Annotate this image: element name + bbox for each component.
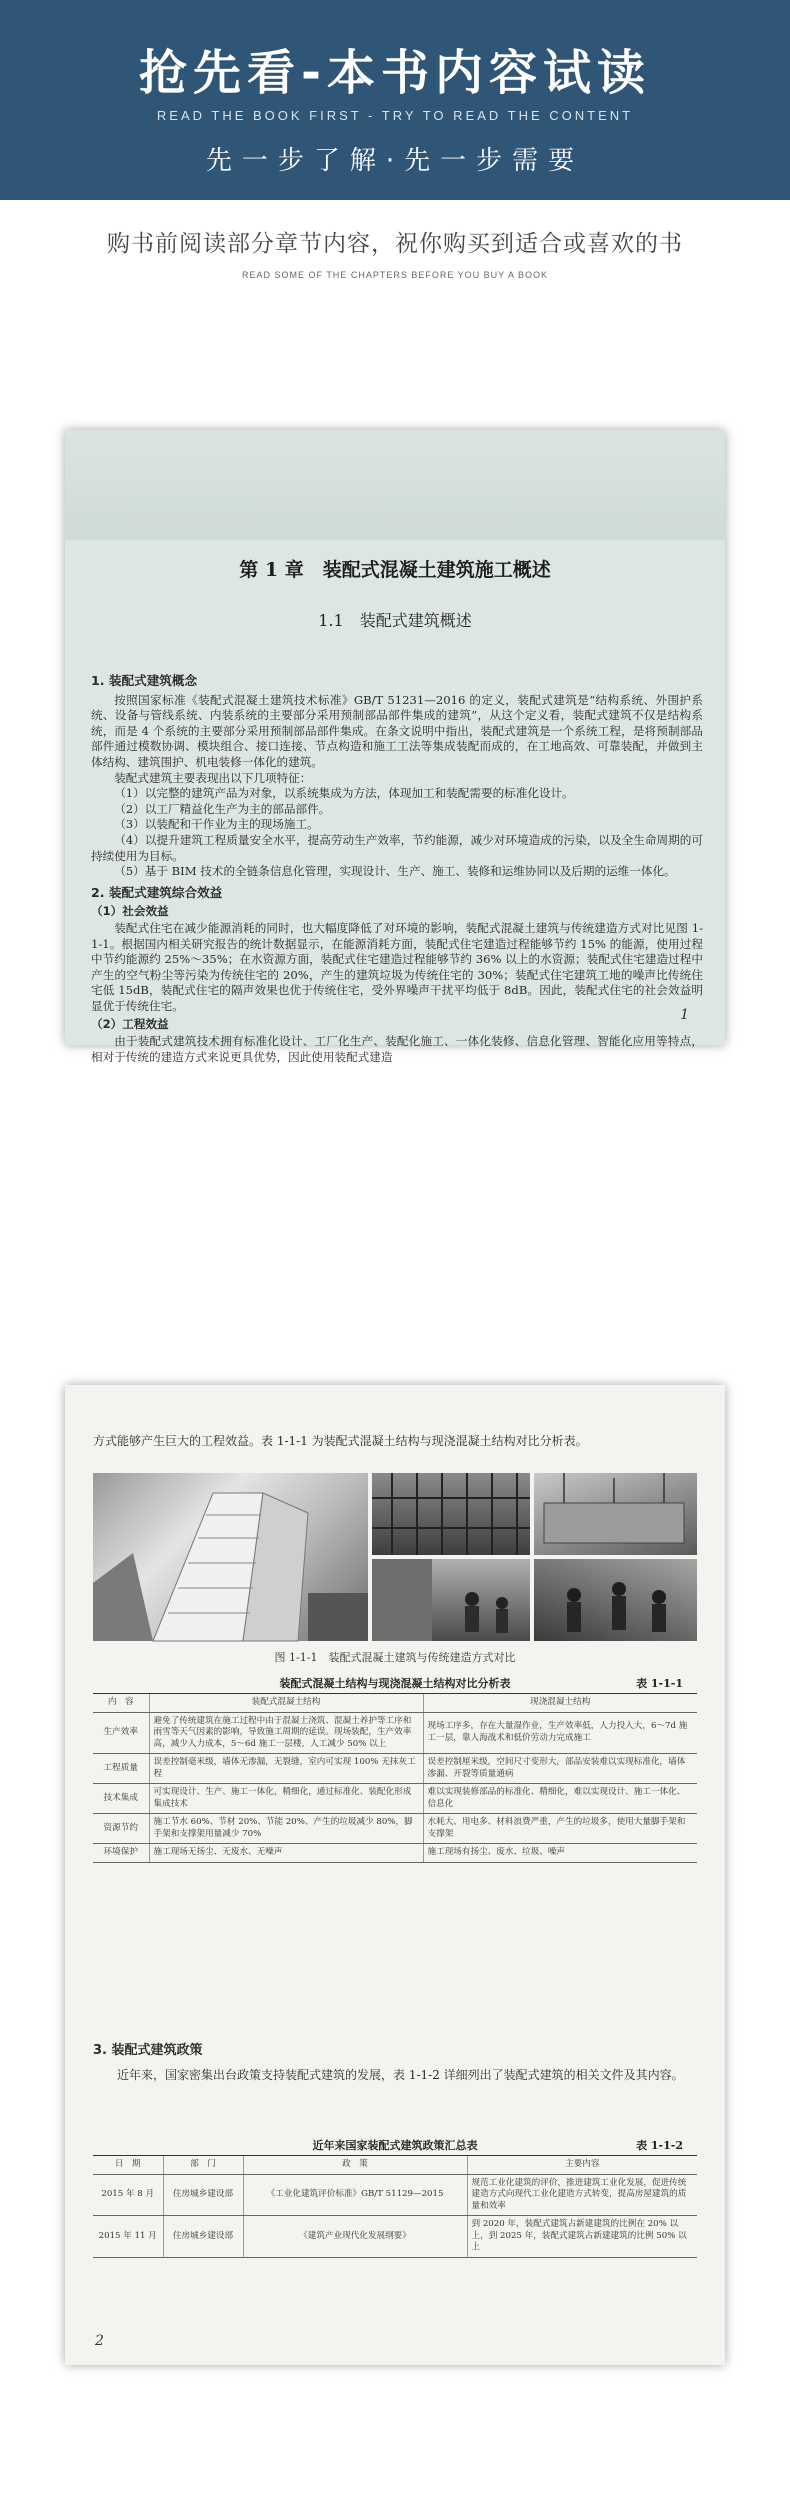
table-cell: 《工业化建筑评价标准》GB/T 51129—2015: [243, 2174, 467, 2216]
rebar-photo-illustration: [372, 1473, 530, 1555]
table-2-title: 近年来国家装配式建筑政策汇总表: [312, 2139, 478, 2152]
table-header-cell: 部 门: [163, 2156, 243, 2175]
table-2-number: 表 1-1-2: [636, 2139, 683, 2152]
table-row: [93, 1712, 697, 1754]
figure-caption: 图 1-1-1 装配式混凝土建筑与传统建造方式对比: [274, 1651, 516, 1664]
table-cell: 2015 年 11 月: [93, 2216, 163, 2258]
table-header-cell: 日 期: [93, 2156, 163, 2175]
heading-benefits: 2. 装配式建筑综合效益: [91, 884, 223, 900]
table-header-cell: 主要内容: [467, 2156, 697, 2175]
paragraph: （5）基于 BIM 技术的全链条信息化管理，实现设计、生产、施工、装修和运维协同以及后期的运维一体化。: [114, 864, 676, 879]
table-cell: 2015 年 8 月: [93, 2174, 163, 2216]
photo-rebar-cage: [372, 1473, 530, 1555]
table-cell: 误差控制厘米级，空间尺寸变形大，部品安装难以实现标准化，墙体渗漏、开裂等质量通病: [423, 1754, 697, 1784]
table-cell: 施工现场无扬尘、无废水、无噪声: [149, 1844, 423, 1863]
table-cell: 误差控制毫米级，墙体无渗漏，无裂缝，室内可实现 100% 无抹灰工程: [149, 1754, 423, 1784]
building-photo-illustration: [93, 1473, 368, 1641]
table-row: [93, 1814, 697, 1844]
table-cell: 避免了传统建筑在施工过程中由于混凝土浇筑、混凝土养护等工序和雨雪等天气因素的影响，导致施工周期的延误。现场装配，生产效率高，减少人力成本，5～6d 施工一层楼，人工减少 50% 以上: [149, 1712, 423, 1754]
paragraph: （1）以完整的建筑产品为对象，以系统集成为方法，体现加工和装配需要的标准化设计。: [114, 786, 574, 801]
table-cell: 到 2020 年，装配式建筑占新建建筑的比例在 20% 以上，到 2025 年，装配式建筑占新建建筑的比例 50% 以上: [467, 2216, 697, 2258]
photo-prefab-building: [93, 1473, 368, 1641]
table-header-cell: 内 容: [93, 1694, 149, 1713]
book-page-2: [65, 1385, 725, 2365]
paragraph: 按照国家标准《装配式混凝土建筑技术标准》GB/T 51231—2016 的定义，装配式建筑是“结构系统、外围护系统、设备与管线系统、内装系统的主要部分采用预制部品部件集成的建筑”，从这个定义看，装配式建筑不仅是结构系统，而是 4 个系统的主要部分采用预制部品部件集成。在条文说明中指出，装配式建筑是一个系统工程，是将预制部品部件通过模数协调、模块组合、接口连接、节点构造和施工工法等集成装配而成的，在工地高效、可靠装配，并做到主体结构、建筑围护、机电装修一体化的建筑。: [91, 692, 703, 769]
banner-slogan: 先一步了解·先一步需要: [205, 146, 585, 176]
table-cell: 难以实现装修部品的标准化、精细化，难以实现设计、施工一体化、信息化: [423, 1784, 697, 1814]
photo-construction-crew: [534, 1559, 697, 1641]
table-header-cell: 现浇混凝土结构: [423, 1694, 697, 1713]
heading-policy: 3. 装配式建筑政策: [93, 2043, 203, 2058]
book-page-1: [65, 430, 725, 1064]
table-cell: 住房城乡建设部: [163, 2174, 243, 2216]
paragraph: （3）以装配和干作业为主的现场施工。: [114, 817, 319, 832]
page-2-policy: [93, 2043, 697, 2083]
banner-title: 抢先看-本书内容试读: [139, 45, 651, 101]
formwork-photo-illustration: [534, 1473, 697, 1555]
table-row: [93, 2174, 697, 2216]
photo-workers-concrete: [372, 1559, 530, 1641]
table-header-row: [93, 1694, 697, 1713]
table-row: [93, 1844, 697, 1863]
page-header-shade: [65, 430, 725, 540]
table-cell: 可实现设计、生产、施工一体化，精细化，通过标准化、装配化形成集成技术: [149, 1784, 423, 1814]
table-cell: 工程质量: [93, 1754, 149, 1784]
crew-photo-illustration: [534, 1559, 697, 1641]
intro-text: 购书前阅读部分章节内容，祝你购买到适合或喜欢的书: [107, 231, 683, 257]
subheading-engineering: （2）工程效益: [91, 1017, 169, 1032]
paragraph: （2）以工厂精益化生产为主的部品部件。: [114, 801, 331, 816]
table-cell: 规范工业化建筑的评价，推进建筑工业化发展，促进传统建造方式向现代工业化建造方式转变，提高房屋建筑的质量和效率: [467, 2174, 697, 2216]
table-cell: 水耗大、用电多、材料浪费严重，产生的垃圾多，使用大量脚手架和支撑架: [423, 1814, 697, 1844]
table-cell: 现场工序多，存在大量湿作业，生产效率低，人力投入大，6～7d 施工一层，靠人海战术和低价劳动力完成施工: [423, 1712, 697, 1754]
page-1-body: [91, 668, 703, 1065]
page-number: 2: [95, 2333, 104, 2349]
paragraph: 近年来，国家密集出台政策支持装配式建筑的发展，表 1-1-2 详细列出了装配式建筑的相关文件及其内容。: [117, 2068, 684, 2082]
table-1-title: 装配式混凝土结构与现浇混凝土结构对比分析表: [279, 1677, 511, 1690]
table-1-number: 表 1-1-1: [636, 1677, 683, 1690]
table-header-cell: 政 策: [243, 2156, 467, 2175]
paragraph: 装配式建筑主要表现出以下几项特征：: [114, 770, 312, 785]
table-row: [93, 1784, 697, 1814]
page-2-intro: [93, 1433, 697, 1449]
table-cell: 技术集成: [93, 1784, 149, 1814]
table-cell: 环境保护: [93, 1844, 149, 1863]
table-header-row: [93, 2156, 697, 2175]
paragraph: （4）以提升建筑工程质量安全水平，提高劳动生产效率，节约能源，减少对环境造成的污染，以及全生命周期的可持续使用为目标。: [91, 832, 703, 863]
photo-formwork-site: [534, 1473, 697, 1555]
heading-concept: 1. 装配式建筑概念: [91, 673, 198, 688]
table-cell: 施工现场有扬尘、废水、垃圾、噪声: [423, 1844, 697, 1863]
table-cell: 资源节约: [93, 1814, 149, 1844]
chapter-title: 第 1 章 装配式混凝土建筑施工概述: [239, 559, 551, 581]
table-cell: 《建筑产业现代化发展纲要》: [243, 2216, 467, 2258]
table-cell: 施工节水 60%、节材 20%、节能 20%、产生的垃圾减少 80%，脚手架和支撑架用量减少 70%: [149, 1814, 423, 1844]
intro-text-en: READ SOME OF THE CHAPTERS BEFORE YOU BUY A BOOK: [241, 270, 549, 280]
paragraph: 装配式住宅在减少能源消耗的同时，也大幅度降低了对环境的影响，装配式混凝土建筑与传统建造方式对比见图 1-1-1。根据国内相关研究报告的统计数据显示，在能源消耗方面，装配式住宅建造过程能够节约 15% 的能源，使用过程中节约能源约 25%～35%；在水资源方面，装配式住宅建造过程能够节约 36% 以上的水资源；装配式住宅建造过程中产生的空气粉尘等污染为传统住宅的 20%，产生的建筑垃圾为传统住宅的 30%；装配式住宅建筑工地的噪声比传统住宅低 15dB，装配式住宅的隔声效果也优于传统住宅，受外界噪声干扰平均低于 8dB。因此，装配式住宅的社会效益明显优于传统住宅。: [91, 920, 703, 1013]
comparison-photos: [93, 1473, 697, 1641]
subheading-social: （1）社会效益: [91, 904, 169, 919]
table-row: [93, 2216, 697, 2258]
workers-photo-illustration: [372, 1559, 530, 1641]
banner-subtitle: READ THE BOOK FIRST - TRY TO READ THE CONTENT: [156, 108, 634, 123]
policy-table: [93, 2155, 697, 2258]
table-cell: 生产效率: [93, 1712, 149, 1754]
table-header-cell: 装配式混凝土结构: [149, 1694, 423, 1713]
comparison-table: [93, 1693, 697, 1863]
paragraph: 方式能够产生巨大的工程效益。表 1-1-1 为装配式混凝土结构与现浇混凝土结构对比分析表。: [93, 1434, 588, 1448]
section-title: 1.1 装配式建筑概述: [318, 611, 472, 630]
paragraph: 由于装配式建筑技术拥有标准化设计、工厂化生产、装配化施工、一体化装修、信息化管理、智能化应用等特点，相对于传统的建造方式来说更具优势，因此使用装配式建造: [91, 1034, 703, 1064]
page-number: 1: [680, 1007, 689, 1023]
top-banner: [0, 0, 790, 200]
table-cell: 住房城乡建设部: [163, 2216, 243, 2258]
table-row: [93, 1754, 697, 1784]
